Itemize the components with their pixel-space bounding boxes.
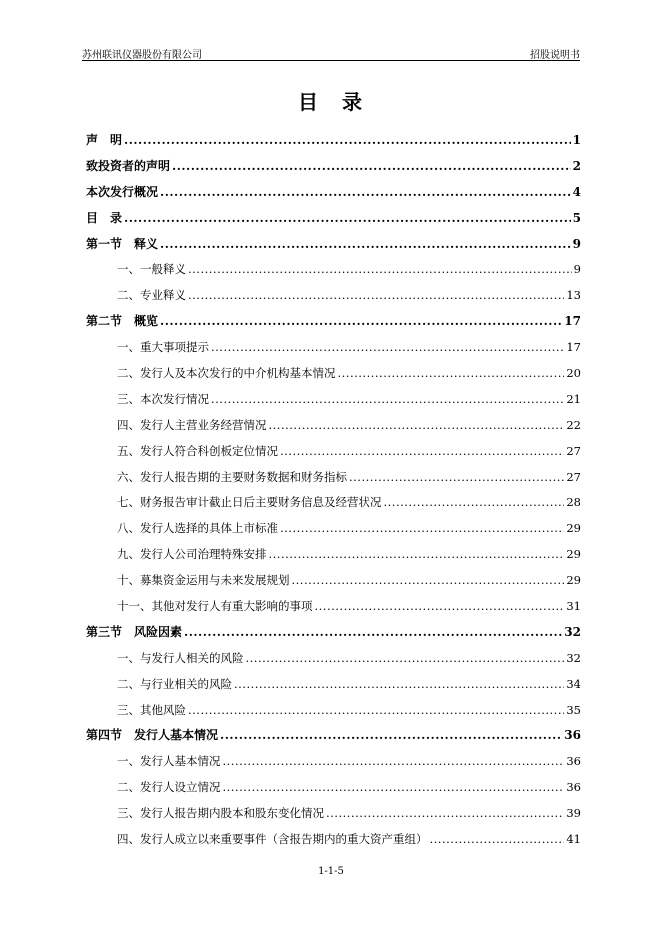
toc-subsection-entry[interactable] xyxy=(86,516,581,542)
toc-entry-page-number: 9 xyxy=(572,236,581,251)
toc-entry-page-number: 39 xyxy=(566,806,581,821)
toc-subsection-entry[interactable] xyxy=(86,490,581,516)
toc-subsection-entry[interactable] xyxy=(86,542,581,568)
toc-subsection-entry[interactable] xyxy=(86,335,581,361)
toc-dot-leader xyxy=(246,646,565,672)
toc-entry-page-number: 4 xyxy=(572,184,581,199)
header-document-type: 招股说明书 xyxy=(530,50,580,61)
toc-dot-leader xyxy=(269,542,565,568)
table-of-contents xyxy=(86,128,581,853)
toc-dot-leader xyxy=(188,698,564,724)
toc-entry-page-number: 27 xyxy=(566,443,581,458)
toc-dot-leader xyxy=(172,154,571,180)
toc-dot-leader xyxy=(292,568,565,594)
toc-dot-leader xyxy=(315,594,565,620)
toc-dot-leader xyxy=(430,827,565,853)
toc-entry-label: 二、发行人设立情况 xyxy=(117,780,221,795)
toc-entry-page-number: 29 xyxy=(566,573,581,588)
toc-entry-label: 一、一般释义 xyxy=(117,262,186,277)
toc-section-entry[interactable] xyxy=(86,309,581,335)
toc-subsection-entry[interactable] xyxy=(86,594,581,620)
toc-entry-page-number: 31 xyxy=(566,599,581,614)
toc-dot-leader xyxy=(280,516,564,542)
toc-entry-page-number: 35 xyxy=(566,702,581,717)
toc-entry-page-number: 28 xyxy=(566,495,581,510)
toc-entry-page-number: 34 xyxy=(566,676,581,691)
toc-entry-label: 二、发行人及本次发行的中介机构基本情况 xyxy=(117,366,336,381)
toc-entry-label: 五、发行人符合科创板定位情况 xyxy=(117,443,278,458)
toc-entry-page-number: 29 xyxy=(566,521,581,536)
toc-subsection-entry[interactable] xyxy=(86,749,581,775)
toc-dot-leader xyxy=(349,465,564,491)
toc-entry-page-number: 36 xyxy=(564,728,581,743)
toc-entry-page-number: 22 xyxy=(566,417,581,432)
toc-entry-label: 三、本次发行情况 xyxy=(117,391,209,406)
toc-dot-leader xyxy=(188,283,564,309)
toc-subsection-entry[interactable] xyxy=(86,439,581,465)
toc-entry-label: 三、发行人报告期内股本和股东变化情况 xyxy=(117,806,324,821)
toc-entry-page-number: 9 xyxy=(573,262,581,277)
toc-dot-leader xyxy=(280,439,564,465)
toc-section-entry[interactable] xyxy=(86,154,581,180)
toc-subsection-entry[interactable] xyxy=(86,465,581,491)
toc-subsection-entry[interactable] xyxy=(86,568,581,594)
toc-dot-leader xyxy=(188,257,572,283)
toc-entry-page-number: 20 xyxy=(566,366,581,381)
toc-entry-label: 目 录 xyxy=(86,210,123,225)
toc-section-entry[interactable] xyxy=(86,128,581,154)
toc-entry-page-number: 41 xyxy=(566,832,581,847)
toc-entry-label: 第二节 概览 xyxy=(86,314,159,329)
toc-entry-label: 四、发行人成立以来重要事件（含报告期内的重大资产重组） xyxy=(117,832,428,847)
toc-entry-label: 本次发行概况 xyxy=(86,184,159,199)
toc-dot-leader xyxy=(211,335,564,361)
toc-subsection-entry[interactable] xyxy=(86,413,581,439)
toc-entry-page-number: 1 xyxy=(572,133,581,147)
toc-subsection-entry[interactable] xyxy=(86,257,581,283)
toc-subsection-entry[interactable] xyxy=(86,672,581,698)
toc-entry-label: 四、发行人主营业务经营情况 xyxy=(117,417,267,432)
toc-entry-label: 三、其他风险 xyxy=(117,702,186,717)
toc-entry-label: 六、发行人报告期的主要财务数据和财务指标 xyxy=(117,469,347,484)
toc-dot-leader xyxy=(211,387,564,413)
toc-section-entry[interactable] xyxy=(86,206,581,232)
toc-dot-leader xyxy=(326,801,564,827)
toc-entry-label: 十一、其他对发行人有重大影响的事项 xyxy=(117,599,313,614)
toc-entry-label: 二、专业释义 xyxy=(117,288,186,303)
toc-dot-leader xyxy=(124,128,571,154)
toc-section-entry[interactable] xyxy=(86,180,581,206)
header-company-name: 苏州联讯仪器股份有限公司 xyxy=(82,50,202,61)
toc-entry-page-number: 17 xyxy=(566,340,581,355)
toc-dot-leader xyxy=(160,180,571,206)
toc-dot-leader xyxy=(223,775,565,801)
toc-entry-label: 七、财务报告审计截止日后主要财务信息及经营状况 xyxy=(117,495,382,510)
toc-entry-page-number: 5 xyxy=(572,210,581,225)
toc-entry-page-number: 32 xyxy=(564,624,581,639)
toc-entry-label: 一、发行人基本情况 xyxy=(117,754,221,769)
toc-entry-label: 二、与行业相关的风险 xyxy=(117,676,232,691)
toc-section-entry[interactable] xyxy=(86,232,581,258)
toc-dot-leader xyxy=(220,723,562,749)
toc-entry-page-number: 2 xyxy=(572,158,581,173)
toc-dot-leader xyxy=(234,672,564,698)
toc-entry-label: 第四节 发行人基本情况 xyxy=(86,728,219,743)
toc-entry-page-number: 32 xyxy=(566,650,581,665)
toc-section-entry[interactable] xyxy=(86,620,581,646)
toc-entry-label: 致投资者的声明 xyxy=(86,158,171,173)
page-number: 1-1-5 xyxy=(318,866,344,877)
toc-subsection-entry[interactable] xyxy=(86,801,581,827)
toc-subsection-entry[interactable] xyxy=(86,698,581,724)
toc-subsection-entry[interactable] xyxy=(86,775,581,801)
toc-entry-label: 九、发行人公司治理特殊安排 xyxy=(117,547,267,562)
page-title: 目 录 xyxy=(298,90,364,114)
toc-subsection-entry[interactable] xyxy=(86,646,581,672)
toc-section-entry[interactable] xyxy=(86,723,581,749)
toc-subsection-entry[interactable] xyxy=(86,283,581,309)
toc-entry-label: 第一节 释义 xyxy=(86,236,159,251)
toc-dot-leader xyxy=(338,361,565,387)
toc-dot-leader xyxy=(384,490,565,516)
toc-entry-page-number: 17 xyxy=(564,314,581,329)
toc-entry-label: 十、募集资金运用与未来发展规划 xyxy=(117,573,290,588)
toc-dot-leader xyxy=(124,206,571,232)
toc-dot-leader xyxy=(184,620,562,646)
toc-subsection-entry[interactable] xyxy=(86,387,581,413)
toc-entry-page-number: 13 xyxy=(566,288,581,303)
toc-entry-page-number: 29 xyxy=(566,547,581,562)
toc-entry-label: 声 明 xyxy=(86,133,123,147)
toc-entry-label: 八、发行人选择的具体上市标准 xyxy=(117,521,278,536)
toc-entry-page-number: 27 xyxy=(566,469,581,484)
toc-dot-leader xyxy=(223,749,565,775)
toc-subsection-entry[interactable] xyxy=(86,361,581,387)
toc-subsection-entry[interactable] xyxy=(86,827,581,853)
toc-entry-label: 第三节 风险因素 xyxy=(86,624,183,639)
toc-entry-label: 一、重大事项提示 xyxy=(117,340,209,355)
toc-entry-page-number: 36 xyxy=(566,780,581,795)
toc-entry-page-number: 36 xyxy=(566,754,581,769)
toc-dot-leader xyxy=(160,309,562,335)
toc-dot-leader xyxy=(160,232,571,258)
toc-dot-leader xyxy=(269,413,565,439)
page-header xyxy=(82,40,580,61)
toc-entry-page-number: 21 xyxy=(566,391,581,406)
toc-entry-label: 一、与发行人相关的风险 xyxy=(117,650,244,665)
